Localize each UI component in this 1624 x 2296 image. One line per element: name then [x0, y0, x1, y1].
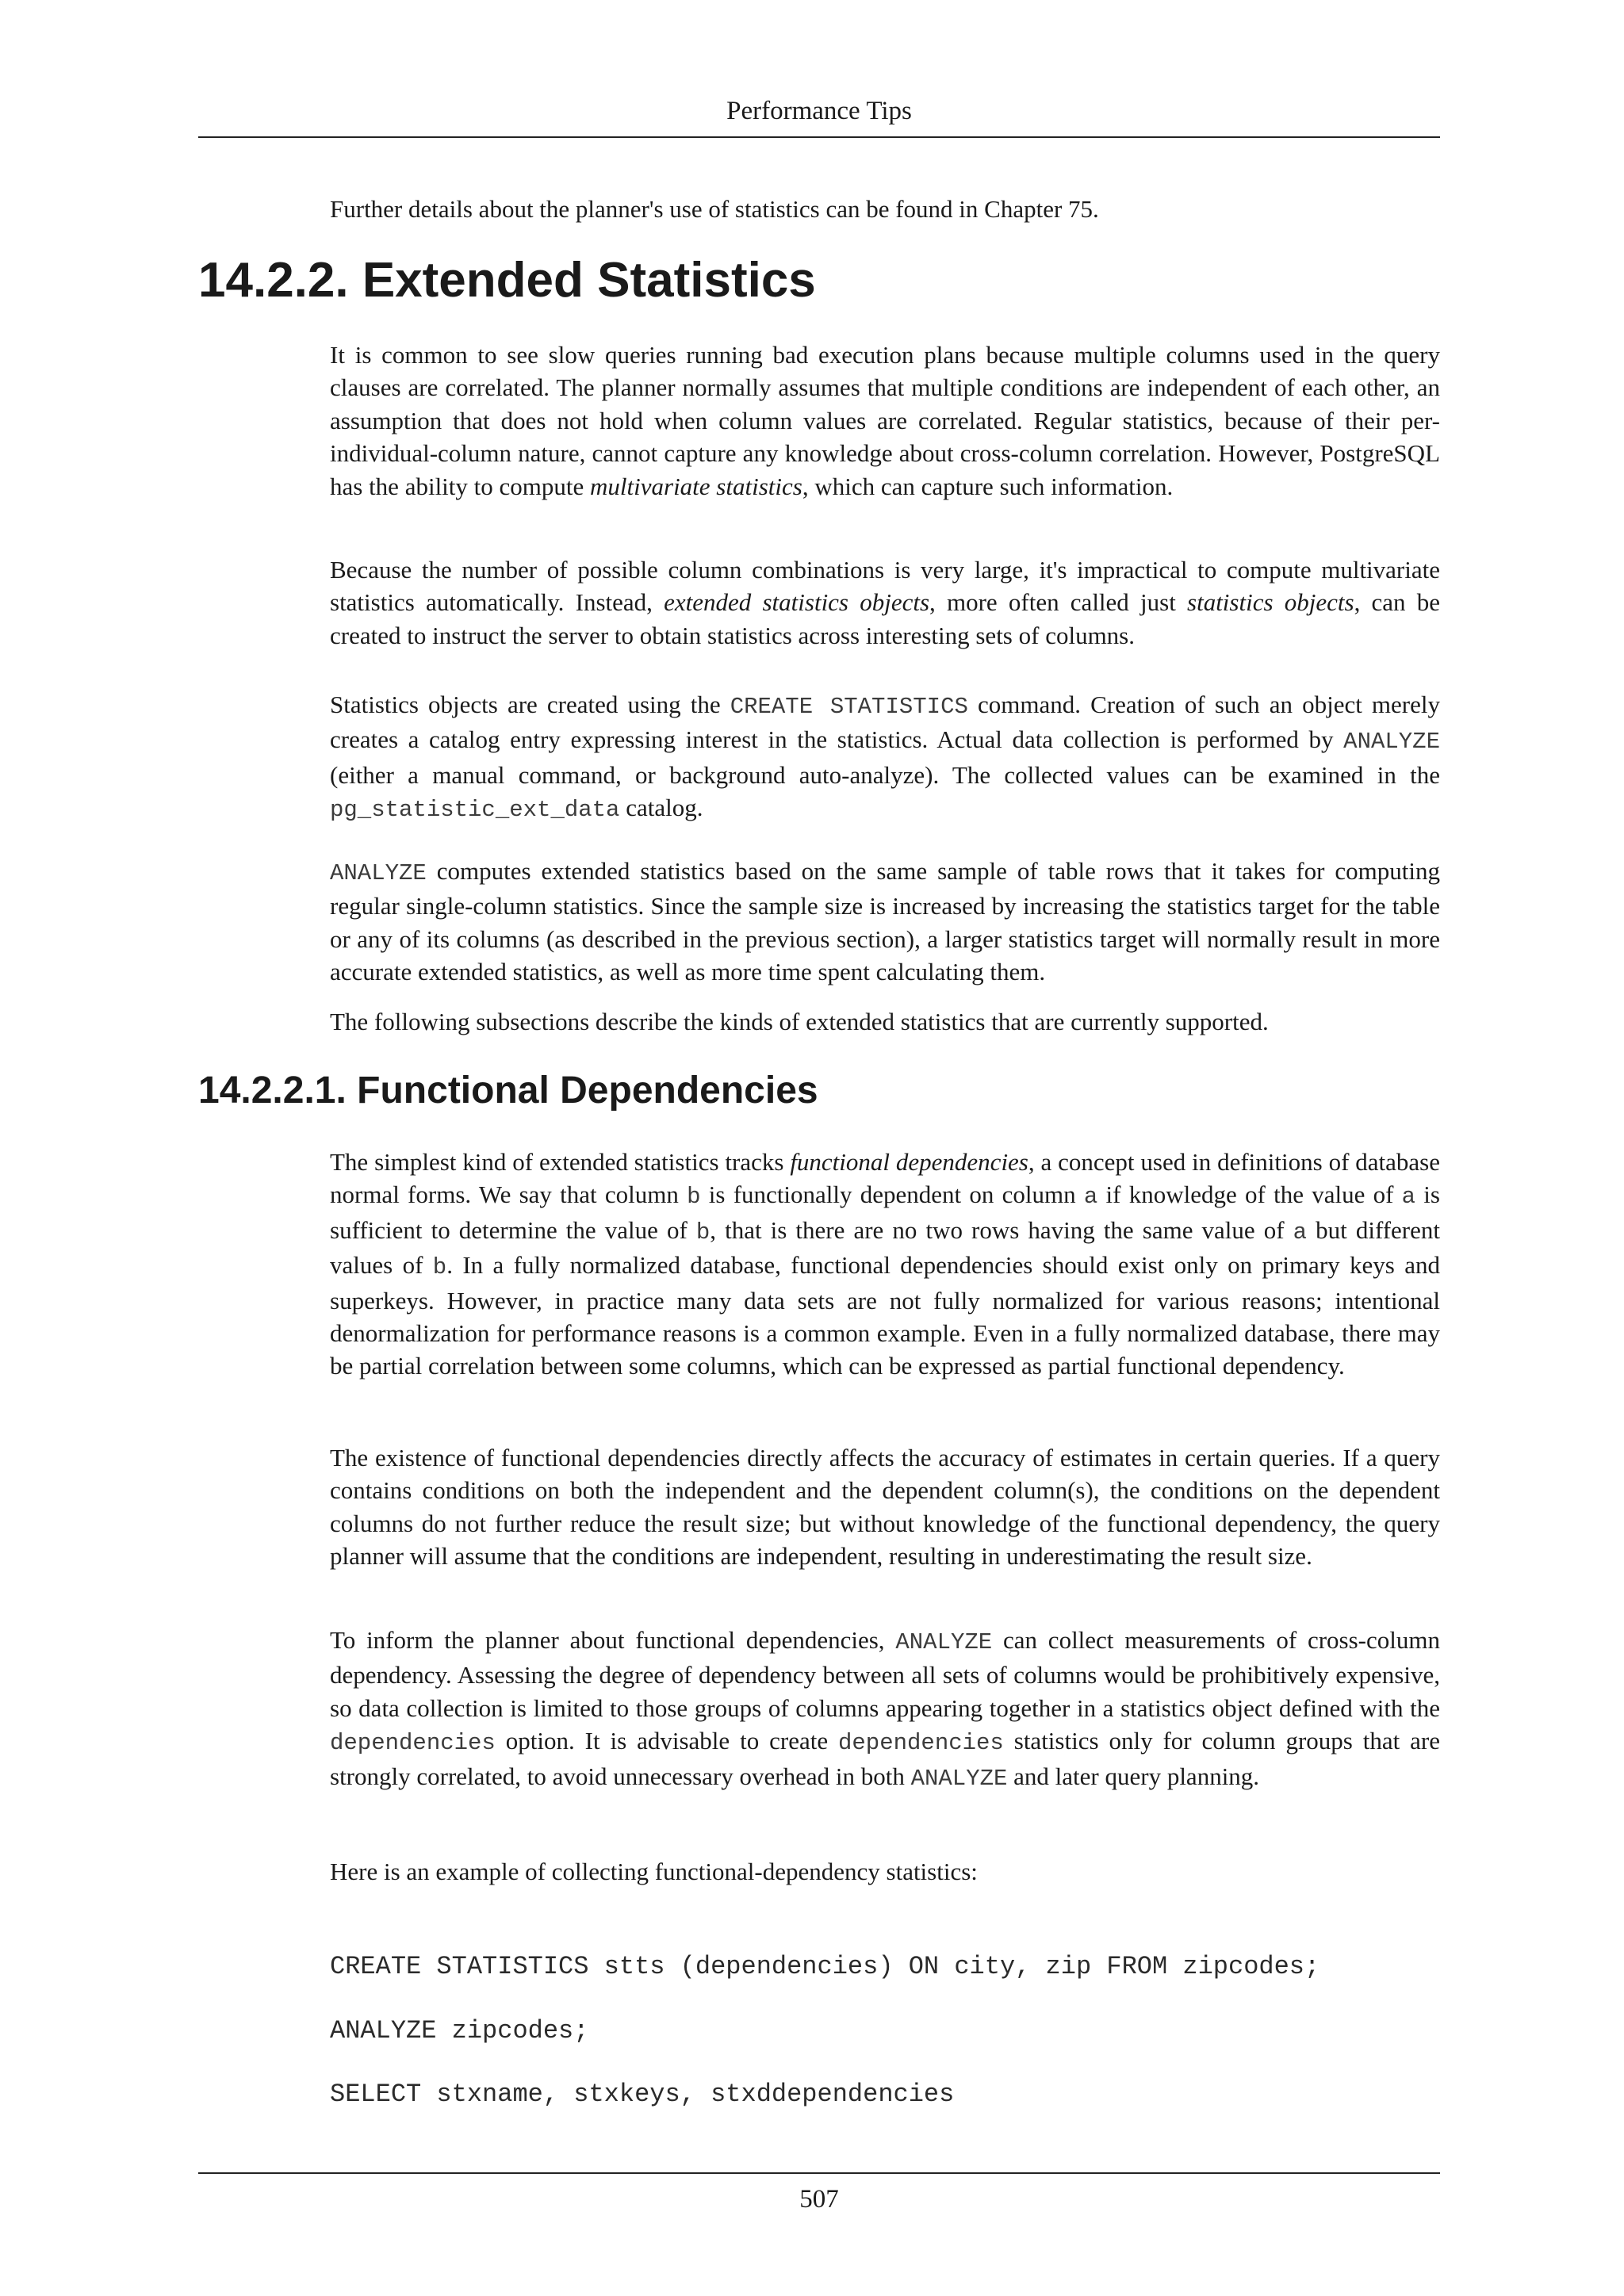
subsection-paragraph-1	[330, 1146, 1440, 1383]
code-term: b	[695, 1219, 710, 1246]
page-number: 507	[799, 2185, 839, 2214]
text-run: It is common to see slow queries running bad execution plans because multiple columns used in the query clauses are correlated. The planner normally assumes that multiple conditions are independent of each other, an assumption that does not hold when column values are correlated. Regular statistics, because of their per-individual-column nature, cannot capture any knowledge about cross-column correlation. However, PostgreSQL has the ability to compute	[330, 341, 1440, 500]
code-term: ANALYZE	[910, 1765, 1008, 1792]
emphasis-term: extended statistics objects	[664, 588, 930, 617]
text-run: To inform the planner about functional dependencies,	[330, 1626, 896, 1654]
text-run: is functionally dependent on column	[700, 1181, 1084, 1209]
subsection-paragraph-2	[330, 1441, 1440, 1573]
text-run: option. It is advisable to create	[495, 1727, 838, 1755]
section-paragraph-5	[330, 1005, 1440, 1038]
subsection-paragraph-3	[330, 1624, 1440, 1795]
emphasis-term: statistics objects	[1187, 588, 1354, 617]
text-run: statistics only for column groups that are strongly correlated, to avoid unnecessary overhead in both	[330, 1727, 1440, 1790]
text-run: Statistics objects are created using the	[330, 691, 730, 718]
code-term: a	[1293, 1219, 1308, 1246]
code-line-analyze: ANALYZE zipcodes;	[330, 2016, 589, 2045]
text-run: and later query planning.	[1007, 1762, 1260, 1790]
code-line-create-statistics: CREATE STATISTICS stts (dependencies) ON city, zip FROM zipcodes;	[330, 1952, 1320, 1981]
text-run: command. Creation of such an object merely creates a catalog entry expressing interest in the statistics. Actual data collection is performed by	[330, 691, 1440, 754]
section-paragraph-2	[330, 553, 1440, 652]
text-run: , that is there are no two rows having the same value of	[710, 1215, 1293, 1244]
text-run: Here is an example of collecting functional-dependency statistics:	[330, 1858, 978, 1885]
section-paragraph-1	[330, 339, 1440, 503]
code-term: b	[432, 1254, 447, 1281]
text-run: can collect measurements of cross-column dependency. Assessing the degree of dependency between all sets of columns would be prohibitively expensive, so data collection is limited to those groups of columns appearing together in a statistics object defined with the	[330, 1626, 1440, 1722]
text-run: , which can capture such information.	[802, 472, 1174, 500]
code-term: ANALYZE	[330, 860, 427, 886]
text-run: if knowledge of the value of	[1097, 1181, 1402, 1209]
text-run: computes extended statistics based on the same sample of table rows that it takes for computing regular single-column statistics. Since the sample size is increased by increasing the statistics target for the table or any of its columns (as described in the previous section), a larger statistics target will normally result in more accurate extended statistics, as well as more time spent calculating them.	[330, 857, 1440, 986]
text-run: , more often called just	[929, 588, 1188, 617]
text-run: catalog.	[619, 794, 703, 822]
text-run: The existence of functional dependencies directly affects the accuracy of estimates in certain queries. If a query contains conditions on both the independent and the dependent column(s), the conditions on the dependent columns do not further reduce the result size; but without knowledge of the functional dependency, the query planner will assume that the conditions are independent, resulting in underestimating the result size.	[330, 1444, 1440, 1571]
text-run: Because the number of possible column combinations is very large, it's impractical to compute multivariate statistics automatically. Instead,	[330, 556, 1440, 617]
subsection-paragraph-4	[330, 1855, 1440, 1888]
code-term: dependencies	[838, 1730, 1004, 1757]
header-rule	[198, 136, 1440, 138]
text-run: , can be created to instruct the server to obtain statistics across interesting sets of columns.	[330, 588, 1441, 649]
code-term: pg_statistic_ext_data	[330, 797, 620, 824]
code-term: CREATE STATISTICS	[730, 694, 968, 720]
code-term: b	[687, 1184, 701, 1211]
text-run: The simplest kind of extended statistics tracks	[330, 1148, 791, 1176]
code-term: ANALYZE	[895, 1629, 993, 1655]
intro-paragraph	[330, 193, 1440, 225]
code-term: dependencies	[330, 1730, 496, 1757]
code-line-select: SELECT stxname, stxkeys, stxddependencies	[330, 2080, 955, 2109]
text-run: The following subsections describe the kinds of extended statistics that are currently supported.	[330, 1008, 1269, 1035]
text-run: . In a fully normalized database, functional dependencies should exist only on primary keys and superkeys. However, in practice many data sets are not fully normalized for various reasons; intentional denormalization for performance reasons is a common example. Even in a fully normalized database, there may be partial correlation between some columns, which can be expressed as partial functional dependency.	[330, 1251, 1440, 1380]
code-term: a	[1401, 1184, 1416, 1211]
text-run: (either a manual command, or background auto-analyze). The collected values can be examined in the	[330, 760, 1440, 789]
emphasis-term: functional dependencies	[790, 1148, 1028, 1176]
intro-text: Further details about the planner's use of statistics can be found in Chapter 75.	[330, 195, 1099, 223]
section-heading: 14.2.2. Extended Statistics	[198, 253, 816, 308]
code-term: ANALYZE	[1343, 729, 1440, 756]
code-term: a	[1083, 1184, 1098, 1211]
text-run: is sufficient to determine the value of	[330, 1181, 1440, 1244]
running-header: Performance Tips	[726, 97, 912, 125]
footer-rule	[198, 2172, 1440, 2174]
section-paragraph-4	[330, 855, 1440, 989]
section-paragraph-3	[330, 688, 1440, 827]
subsection-heading: 14.2.2.1. Functional Dependencies	[198, 1070, 818, 1112]
text-run: , a concept used in definitions of database normal forms. We say that column	[330, 1148, 1440, 1209]
text-run: but different values of	[330, 1215, 1440, 1280]
emphasis-term: multivariate statistics	[590, 472, 802, 500]
